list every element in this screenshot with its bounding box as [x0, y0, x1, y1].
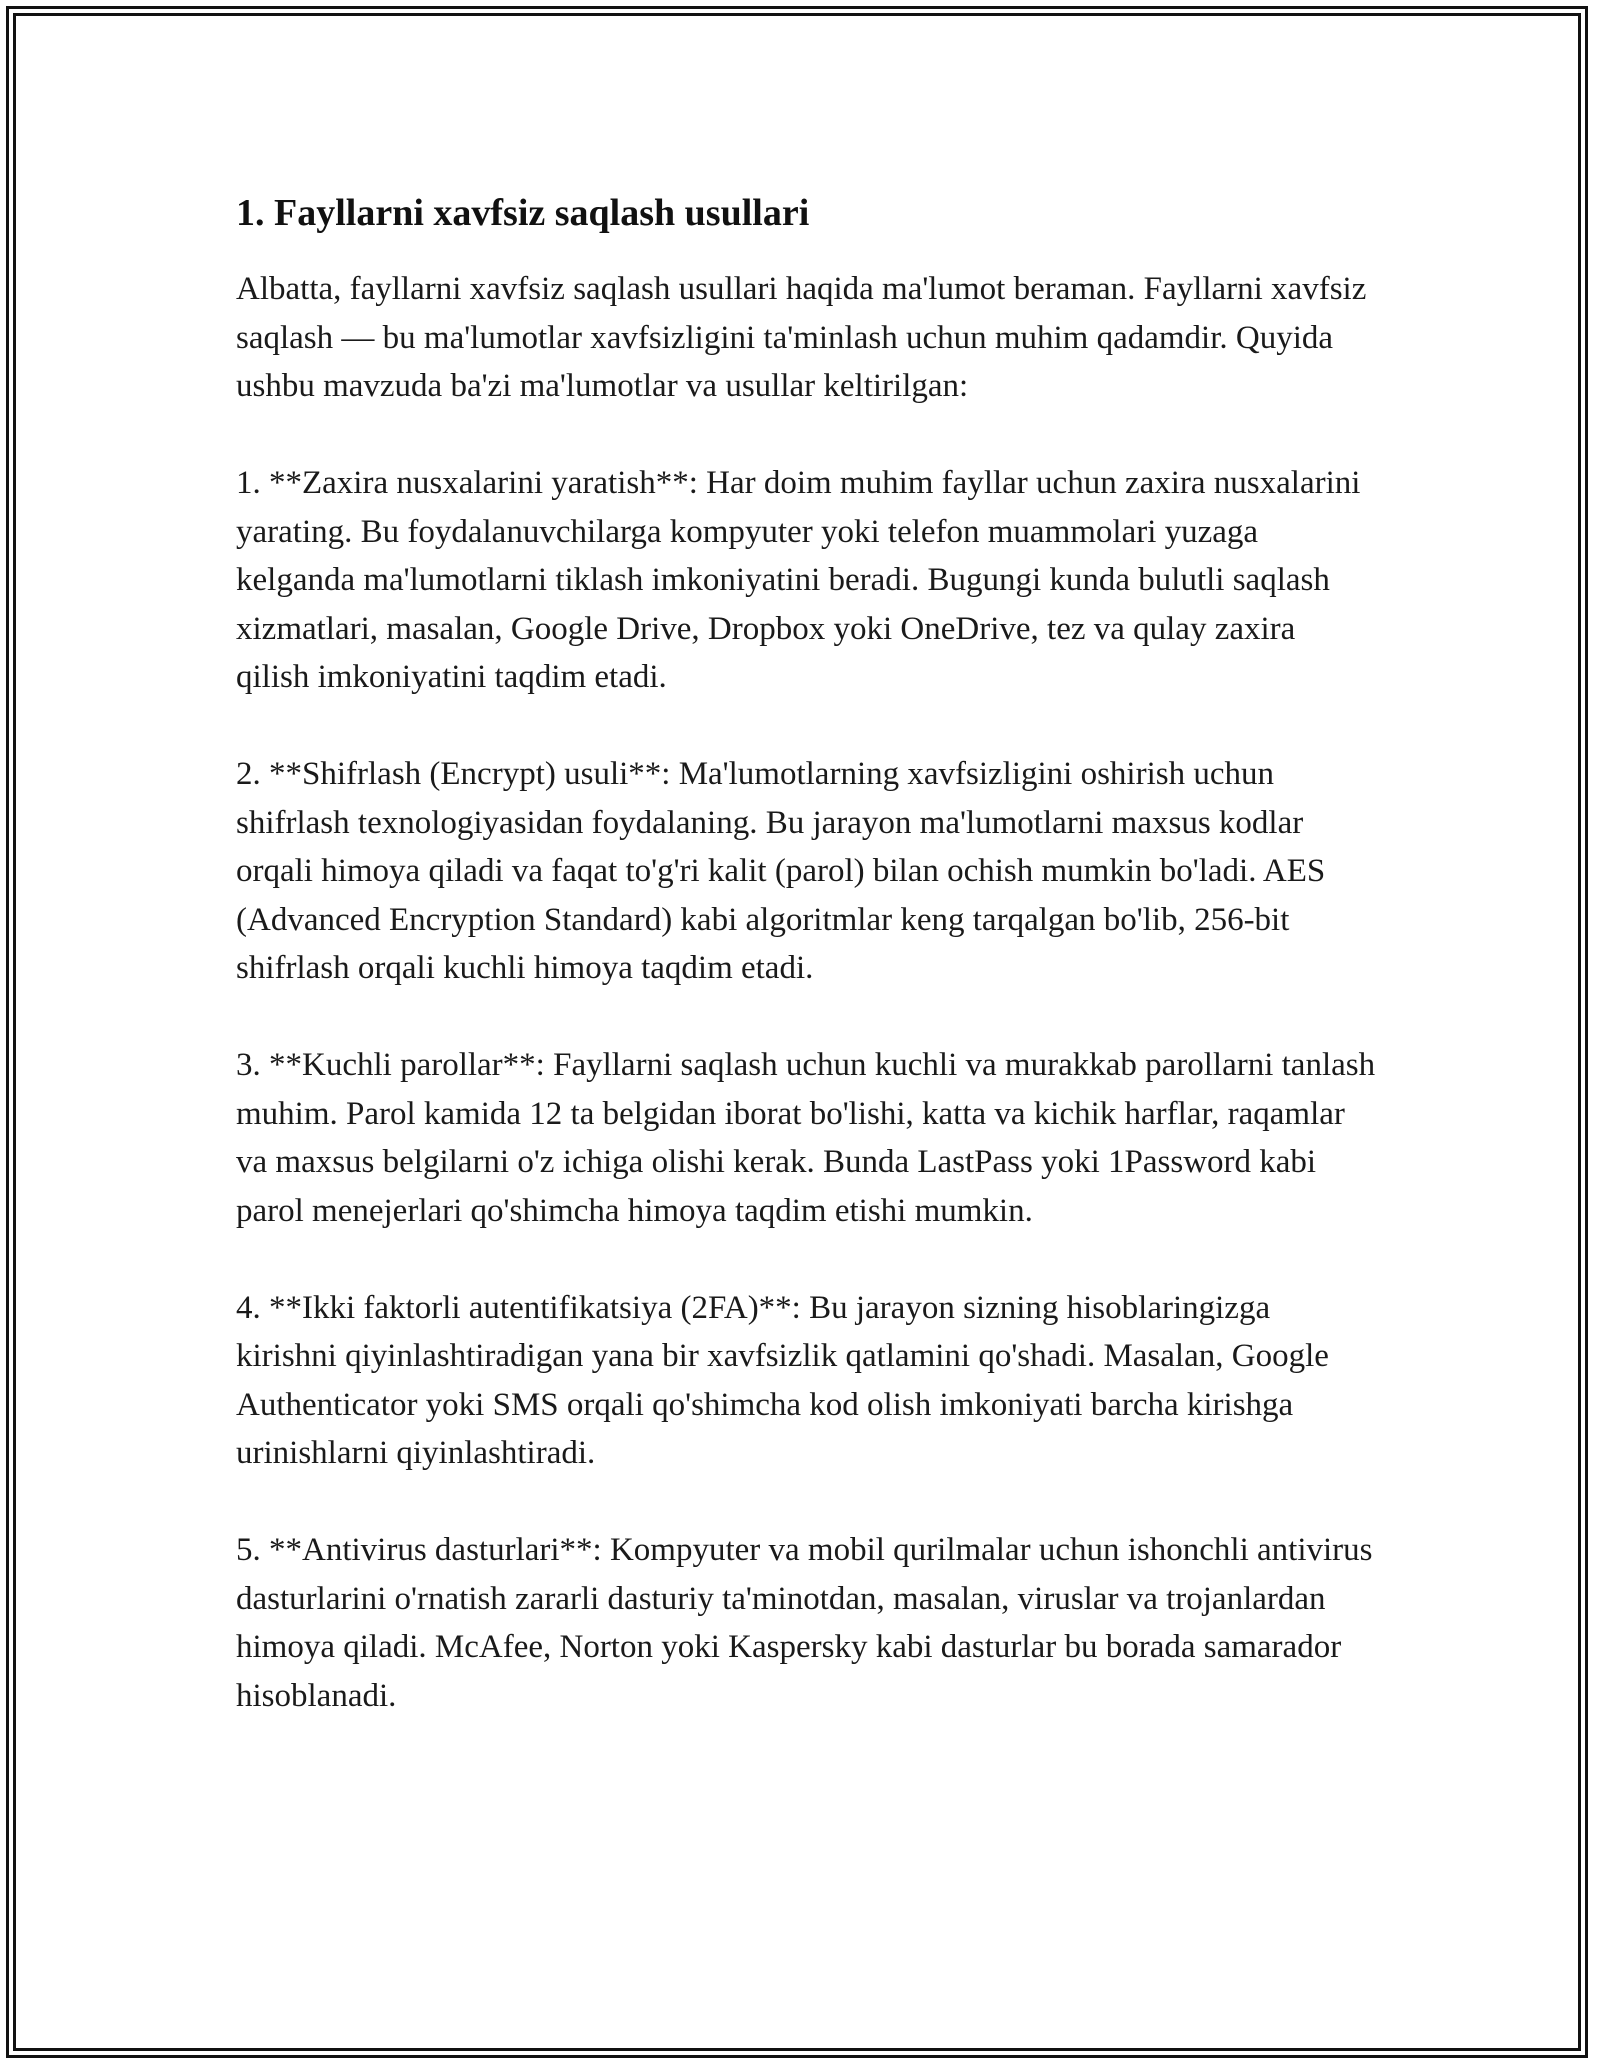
- document-page: [236, 185, 1376, 1720]
- list-item-strong-passwords: 3. **Kuchli parollar**: Fayllarni saqlash uchun kuchli va murakkab parollarni tanlash muhim. Parol kamida 12 ta belgidan iborat bo'lishi, katta va kichik harflar, raqamlar va maxsus belgilarni o'z ichiga olishi kerak. Bunda LastPass yoki 1Password kabi parol menejerlari qo'shimcha himoya taqdim etishi mumkin.: [236, 1047, 1376, 1229]
- list-item-encryption: 2. **Shifrlash (Encrypt) usuli**: Ma'lumotlarning xavfsizligini oshirish uchun shifrlash texnologiyasidan foydalaning. Bu jarayon ma'lumotlarni maxsus kodlar orqali himoya qiladi va faqat to'g'ri kalit (parol) bilan ochish mumkin bo'ladi. AES (Advanced Encryption Standard) kabi algoritmlar keng tarqalgan bo'lib, 256-bit shifrlash orqali kuchli himoya taqdim etadi.: [236, 756, 1326, 986]
- intro-paragraph: Albatta, fayllarni xavfsiz saqlash usullari haqida ma'lumot beraman. Fayllarni xavfsiz saqlash — bu ma'lumotlar xavfsizligini ta'minlash uchun muhim qadamdir. Quyida ushbu mavzuda ba'zi ma'lumotlar va usullar keltirilgan:: [236, 271, 1367, 404]
- list-item-two-factor-auth: 4. **Ikki faktorli autentifikatsiya (2FA)**: Bu jarayon sizning hisoblaringizga kirishni qiyinlashtiradigan yana bir xavfsizlik qatlamini qo'shadi. Masalan, Google Authenticator yoki SMS orqali qo'shimcha kod olish imkoniyati barcha kirishga urinishlarni qiyinlashtiradi.: [236, 1289, 1329, 1471]
- list-item-backup: 1. **Zaxira nusxalarini yaratish**: Har doim muhim fayllar uchun zaxira nusxalarini yarating. Bu foydalanuvchilarga kompyuter yoki telefon muammolari yuzaga kelganda ma'lumotlarni tiklash imkoniyatini beradi. Bugungi kunda bulutli saqlash xizmatlari, masalan, Google Drive, Dropbox yoki OneDrive, tez va qulay zaxira qilish imkoniyatini taqdim etadi.: [236, 465, 1361, 695]
- document-title: 1. Fayllarni xavfsiz saqlash usullari: [236, 192, 810, 234]
- list-item-antivirus: 5. **Antivirus dasturlari**: Kompyuter va mobil qurilmalar uchun ishonchli antivirus dasturlarini o'rnatish zararli dasturiy ta'minotdan, masalan, viruslar va trojanlardan himoya qiladi. McAfee, Norton yoki Kaspersky kabi dasturlar bu borada samarador hisoblanadi.: [236, 1532, 1373, 1714]
